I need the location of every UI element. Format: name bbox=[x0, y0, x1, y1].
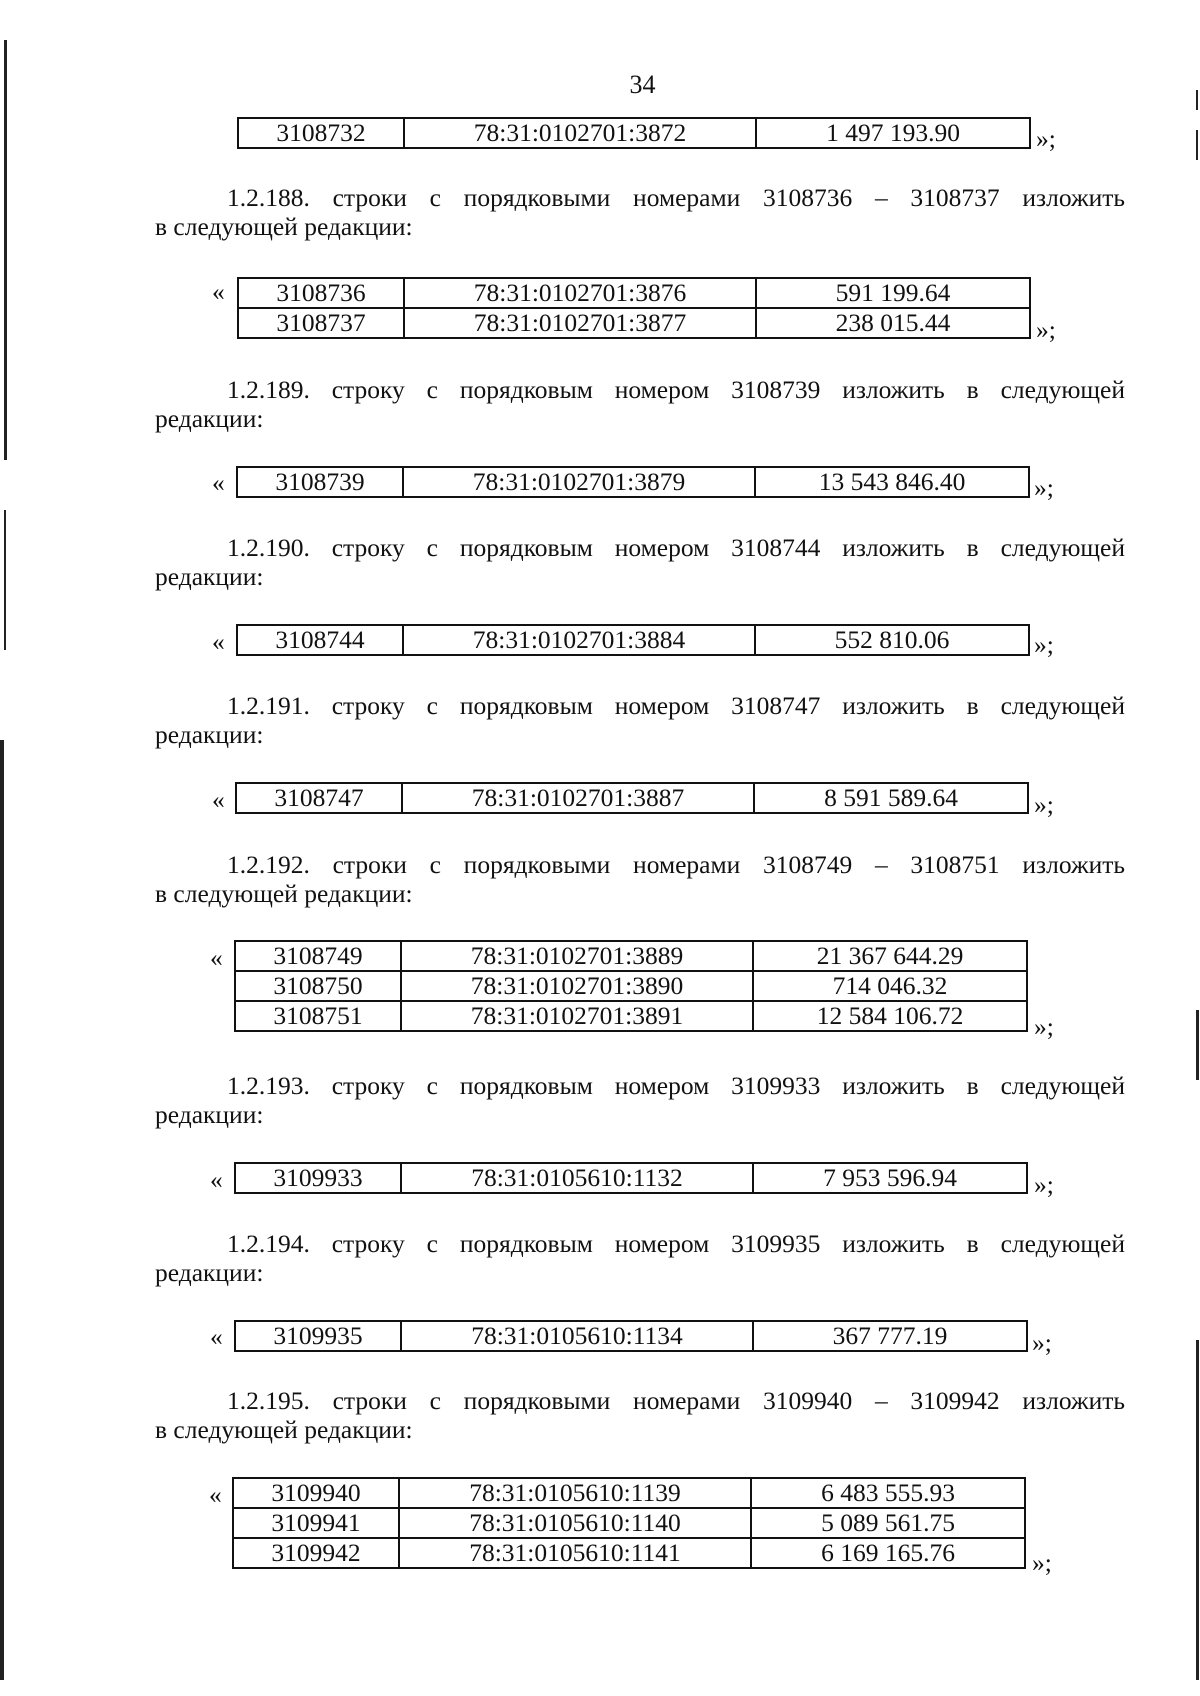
close-quote: »; bbox=[1034, 473, 1054, 502]
paragraph-line: 1.2.190. строку с порядковым номером 3108744 изложить в следующей bbox=[227, 533, 1125, 562]
table-1-2-192 bbox=[234, 940, 1028, 1032]
cadastral-cell: 78:31:0102701:3877 bbox=[404, 308, 756, 338]
open-quote: « bbox=[212, 277, 225, 306]
table-row bbox=[238, 118, 1030, 148]
table-1-2-194 bbox=[234, 1320, 1028, 1352]
cadastral-cell: 78:31:0102701:3891 bbox=[401, 1001, 753, 1031]
cadastral-cell: 78:31:0105610:1132 bbox=[401, 1163, 753, 1193]
table-row bbox=[233, 1508, 1025, 1538]
scan-edge-mark-left-2 bbox=[4, 510, 6, 650]
open-quote: « bbox=[210, 1322, 223, 1351]
top-table bbox=[237, 117, 1031, 149]
cadastral-cell: 78:31:0105610:1141 bbox=[399, 1538, 751, 1568]
cadastral-cell: 78:31:0102701:3890 bbox=[401, 971, 753, 1001]
value-cell: 367 777.19 bbox=[753, 1321, 1027, 1351]
paragraph-line: 1.2.195. строки с порядковыми номерами 3109940 – 3109942 изложить bbox=[227, 1386, 1125, 1415]
row-number-cell: 3108732 bbox=[238, 118, 404, 148]
open-quote: « bbox=[212, 785, 225, 814]
table-1-2-193 bbox=[234, 1162, 1028, 1194]
close-quote: »; bbox=[1036, 315, 1056, 344]
scan-edge-mark-right-4 bbox=[1196, 1340, 1199, 1680]
scan-edge-mark-left-1 bbox=[4, 40, 7, 460]
value-cell: 7 953 596.94 bbox=[753, 1163, 1027, 1193]
paragraph-1-2-190 bbox=[155, 533, 1125, 591]
row-number-cell: 3108751 bbox=[235, 1001, 401, 1031]
row-number-cell: 3109942 bbox=[233, 1538, 399, 1568]
table-1-2-190 bbox=[236, 624, 1030, 656]
cadastral-cell: 78:31:0102701:3876 bbox=[404, 278, 756, 308]
table-row bbox=[237, 625, 1029, 655]
close-quote: »; bbox=[1032, 1548, 1052, 1577]
value-cell: 591 199.64 bbox=[756, 278, 1030, 308]
paragraph-line: в следующей редакции: bbox=[155, 1415, 413, 1444]
cadastral-cell: 78:31:0105610:1139 bbox=[399, 1478, 751, 1508]
table-row bbox=[235, 941, 1027, 971]
cadastral-cell: 78:31:0105610:1140 bbox=[399, 1508, 751, 1538]
paragraph-line: редакции: bbox=[155, 1258, 264, 1287]
open-quote: « bbox=[210, 943, 223, 972]
close-quote: »; bbox=[1034, 1012, 1054, 1041]
open-quote: « bbox=[212, 627, 225, 656]
paragraph-line: 1.2.191. строку с порядковым номером 3108747 изложить в следующей bbox=[227, 691, 1125, 720]
value-cell: 21 367 644.29 bbox=[753, 941, 1027, 971]
row-number-cell: 3109941 bbox=[233, 1508, 399, 1538]
paragraph-line: в следующей редакции: bbox=[155, 212, 413, 241]
open-quote: « bbox=[209, 1480, 222, 1509]
paragraph-1-2-188 bbox=[155, 183, 1125, 241]
scan-edge-mark-right-3 bbox=[1196, 1010, 1199, 1080]
paragraph-1-2-191 bbox=[155, 691, 1125, 749]
table-row bbox=[238, 308, 1030, 338]
table-row bbox=[235, 971, 1027, 1001]
cadastral-cell: 78:31:0102701:3889 bbox=[401, 941, 753, 971]
page-number: 34 bbox=[629, 70, 656, 99]
row-number-cell: 3108750 bbox=[235, 971, 401, 1001]
row-number-cell: 3108747 bbox=[236, 783, 402, 813]
value-cell: 8 591 589.64 bbox=[754, 783, 1028, 813]
close-quote: »; bbox=[1034, 630, 1054, 659]
scan-edge-mark-right-2 bbox=[1196, 130, 1198, 160]
paragraph-line: 1.2.189. строку с порядковым номером 3108739 изложить в следующей bbox=[227, 375, 1125, 404]
scan-edge-mark-left-3 bbox=[0, 740, 4, 1680]
paragraph-line: 1.2.188. строки с порядковыми номерами 3108736 – 3108737 изложить bbox=[227, 183, 1125, 212]
value-cell: 552 810.06 bbox=[755, 625, 1029, 655]
row-number-cell: 3108737 bbox=[238, 308, 404, 338]
table-1-2-188 bbox=[237, 277, 1031, 339]
row-number-cell: 3109940 bbox=[233, 1478, 399, 1508]
paragraph-line: редакции: bbox=[155, 562, 264, 591]
paragraph-line: редакции: bbox=[155, 720, 264, 749]
open-quote: « bbox=[212, 468, 225, 497]
row-number-cell: 3108739 bbox=[237, 467, 403, 497]
value-cell: 13 543 846.40 bbox=[755, 467, 1029, 497]
paragraph-line: 1.2.193. строку с порядковым номером 3109933 изложить в следующей bbox=[227, 1071, 1125, 1100]
paragraph-1-2-192 bbox=[155, 850, 1125, 908]
row-number-cell: 3109935 bbox=[235, 1321, 401, 1351]
row-number-cell: 3109933 bbox=[235, 1163, 401, 1193]
paragraph-1-2-189 bbox=[155, 375, 1125, 433]
value-cell: 12 584 106.72 bbox=[753, 1001, 1027, 1031]
close-quote: »; bbox=[1034, 790, 1054, 819]
table-row bbox=[233, 1538, 1025, 1568]
close-quote: »; bbox=[1034, 1170, 1054, 1199]
table-1-2-191 bbox=[235, 782, 1029, 814]
cadastral-cell: 78:31:0102701:3872 bbox=[404, 118, 756, 148]
table-row bbox=[233, 1478, 1025, 1508]
paragraph-line: 1.2.194. строку с порядковым номером 3109935 изложить в следующей bbox=[227, 1229, 1125, 1258]
cadastral-cell: 78:31:0105610:1134 bbox=[401, 1321, 753, 1351]
table-row bbox=[235, 1163, 1027, 1193]
value-cell: 6 483 555.93 bbox=[751, 1478, 1025, 1508]
table-row bbox=[237, 467, 1029, 497]
value-cell: 6 169 165.76 bbox=[751, 1538, 1025, 1568]
table-row bbox=[238, 278, 1030, 308]
table-1-2-195 bbox=[232, 1477, 1026, 1569]
row-number-cell: 3108744 bbox=[237, 625, 403, 655]
cadastral-cell: 78:31:0102701:3887 bbox=[402, 783, 754, 813]
paragraph-1-2-194 bbox=[155, 1229, 1125, 1287]
paragraph-line: в следующей редакции: bbox=[155, 879, 413, 908]
table-1-2-189 bbox=[236, 466, 1030, 498]
value-cell: 1 497 193.90 bbox=[756, 118, 1030, 148]
close-quote: »; bbox=[1032, 1328, 1052, 1357]
value-cell: 5 089 561.75 bbox=[751, 1508, 1025, 1538]
paragraph-1-2-195 bbox=[155, 1386, 1125, 1444]
table-row bbox=[235, 1321, 1027, 1351]
row-number-cell: 3108749 bbox=[235, 941, 401, 971]
cadastral-cell: 78:31:0102701:3884 bbox=[403, 625, 755, 655]
paragraph-1-2-193 bbox=[155, 1071, 1125, 1129]
value-cell: 714 046.32 bbox=[753, 971, 1027, 1001]
paragraph-line: 1.2.192. строки с порядковыми номерами 3108749 – 3108751 изложить bbox=[227, 850, 1125, 879]
open-quote: « bbox=[210, 1165, 223, 1194]
cadastral-cell: 78:31:0102701:3879 bbox=[403, 467, 755, 497]
paragraph-line: редакции: bbox=[155, 1100, 264, 1129]
table-row bbox=[236, 783, 1028, 813]
close-quote: »; bbox=[1036, 124, 1056, 153]
row-number-cell: 3108736 bbox=[238, 278, 404, 308]
paragraph-line: редакции: bbox=[155, 404, 264, 433]
value-cell: 238 015.44 bbox=[756, 308, 1030, 338]
table-row bbox=[235, 1001, 1027, 1031]
